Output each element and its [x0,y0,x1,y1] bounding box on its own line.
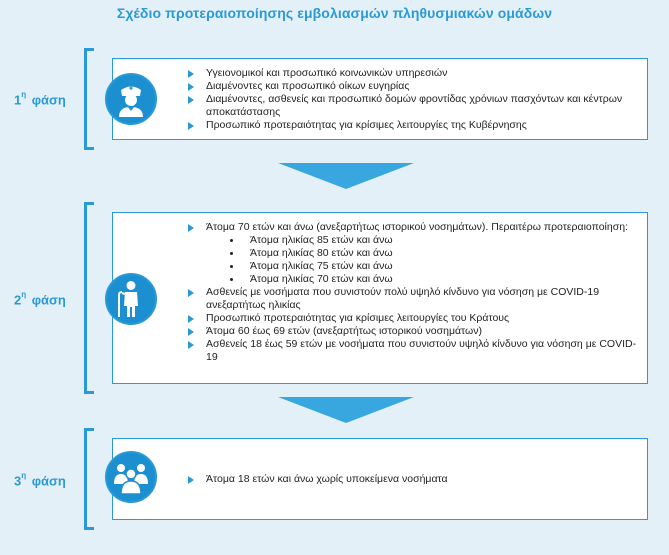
bullet-arrow-icon [188,289,194,297]
sub-item-text: Άτομα ηλικίας 85 ετών και άνω [250,234,393,246]
bullet-arrow-icon [188,476,194,484]
list-item [184,312,639,325]
sub-list-item [184,260,639,273]
elderly-person-icon [105,273,157,325]
item-text: Υγειονομικοί και προσωπικό κοινωνικών υπηρεσιών [206,67,448,79]
item-text: Άτομα 70 ετών και άνω (ανεξαρτήτως ιστορικού νοσημάτων). Περαιτέρω προτεραιοποίηση: [206,221,628,233]
bullet-arrow-icon [188,122,194,130]
phase-2-word: φάση [31,292,66,308]
phase-1-number: 1 [14,92,22,108]
list-item [184,221,639,234]
diagram-title: Σχέδιο προτεραιοποίησης εμβολιασμών πληθυσμιακών ομάδων [116,5,553,21]
item-text: Ασθενείς 18 έως 59 ετών με νοσήματα που συνιστούν υψηλό κίνδυνο για νόσηση με COVID-19 [206,338,637,363]
item-text: Ασθενείς με νοσήματα που συνιστούν πολύ υψηλό κίνδυνο για νόσηση με COVID-19 ανεξαρτήτως ηλικίας [206,286,600,311]
phase-3-superscript: η [21,471,27,480]
phase-3-number: 3 [14,473,22,489]
bullet-dot-icon [230,265,233,268]
sub-item-text: Άτομα ηλικίας 80 ετών και άνω [250,247,393,259]
list-item [184,473,639,486]
phase-3-word: φάση [31,473,66,489]
list-item [184,119,639,132]
phase-3-bracket [84,428,94,530]
sub-item-text: Άτομα ηλικίας 75 ετών και άνω [250,260,393,272]
item-text: Άτομα 18 ετών και άνω χωρίς υποκείμενα νοσήματα [206,473,448,485]
sub-list-item [184,273,639,286]
list-item [184,338,639,364]
phase-1-label [14,92,84,107]
phase-3-label [14,473,84,488]
phase-2-number: 2 [14,292,22,308]
down-arrow-2 [278,397,414,423]
list-item [184,93,639,119]
phase-1-superscript: η [21,90,27,99]
phase-2-list [184,221,639,364]
bullet-arrow-icon [188,341,194,349]
item-text: Προσωπικό προτεραιότητας για κρίσιμες λειτουργίες του Κράτους [206,312,510,324]
group-of-people-icon [105,451,157,503]
bullet-dot-icon [230,239,233,242]
item-text: Άτομα 60 έως 69 ετών (ανεξαρτήτως ιστορικού νοσημάτων) [206,325,483,337]
item-text: Διαμένοντες και προσωπικό οίκων ευγηρίας [206,80,410,92]
bullet-dot-icon [230,278,233,281]
bullet-arrow-icon [188,83,194,91]
phase-2-bracket [84,202,94,394]
sub-item-text: Άτομα ηλικίας 70 ετών και άνω [250,273,393,285]
list-item [184,67,639,80]
phase-2-label [14,292,84,307]
phase-1-list [184,67,639,132]
phase-1-bracket [84,48,94,150]
item-text: Προσωπικό προτεραιότητας για κρίσιμες λειτουργίες της Κυβέρνησης [206,119,527,131]
sub-list-item [184,247,639,260]
nurse-icon [105,73,157,125]
phase-1-word: φάση [31,92,66,108]
down-arrow-1 [278,163,414,189]
list-item [184,325,639,338]
item-text: Διαμένοντες, ασθενείς και προσωπικό δομών φροντίδας χρόνιων πασχόντων και κέντρων αποκατάστασης [206,93,623,118]
bullet-arrow-icon [188,70,194,78]
bullet-arrow-icon [188,315,194,323]
bullet-arrow-icon [188,96,194,104]
list-item [184,286,639,312]
phase-2-superscript: η [21,290,27,299]
bullet-dot-icon [230,252,233,255]
sub-list-item [184,234,639,247]
bullet-arrow-icon [188,328,194,336]
list-item [184,80,639,93]
phase-3-list [184,473,639,486]
bullet-arrow-icon [188,224,194,232]
